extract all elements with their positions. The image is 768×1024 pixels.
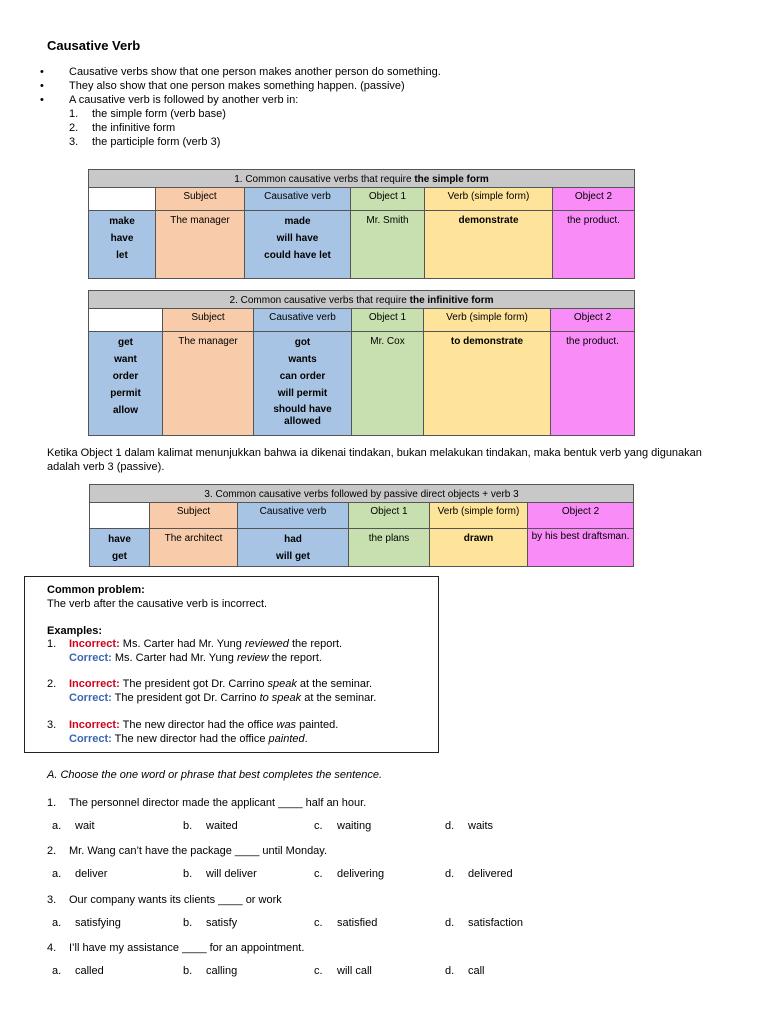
causative-example-cell: got wants can order will permit should have allowed	[254, 332, 352, 436]
object-2-cell: the product.	[553, 211, 635, 279]
header-cell	[90, 503, 150, 529]
problem-heading: Common problem:	[47, 584, 145, 596]
example-correct: Correct: The new director had the office painted.	[69, 733, 308, 745]
causative-example-cell: made will have could have let	[245, 211, 351, 279]
header-verb: Verb (simple form)	[430, 503, 528, 529]
object-2-cell: the product.	[551, 332, 635, 436]
causative-verbs-cell: have get	[90, 529, 150, 567]
form-text: the participle form (verb 3)	[92, 136, 221, 148]
header-subject: Subject	[156, 188, 245, 211]
header-subject: Subject	[163, 309, 254, 332]
header-object-1: Object 1	[352, 309, 424, 332]
bullet-item	[40, 65, 740, 79]
causative-example-cell: had will get	[238, 529, 349, 567]
example-incorrect: 3. Incorrect: The new director had the office was painted.	[47, 719, 339, 731]
header-verb: Verb (simple form)	[425, 188, 553, 211]
form-text: the simple form (verb base)	[92, 108, 226, 120]
infinitive-form-table	[88, 290, 635, 436]
subject-cell: The manager	[156, 211, 245, 279]
header-cell	[89, 309, 163, 332]
passive-form-table	[89, 484, 634, 567]
header-object-1: Object 1	[351, 188, 425, 211]
bullet-item	[40, 79, 740, 93]
verb-cell: drawn	[430, 529, 528, 567]
common-problem-box	[24, 576, 439, 753]
causative-verbs-cell: make have let	[89, 211, 156, 279]
exercise-instruction: A. Choose the one word or phrase that best completes the sentence.	[47, 769, 383, 781]
form-text: the infinitive form	[92, 122, 176, 134]
header-causative-verb: Causative verb	[245, 188, 351, 211]
bullet-text: A causative verb is followed by another verb in:	[69, 94, 299, 106]
bullet-icon: •	[40, 94, 44, 106]
object-1-cell: Mr. Cox	[352, 332, 424, 436]
bullet-icon: •	[40, 80, 44, 92]
header-cell	[89, 188, 156, 211]
header-object-1: Object 1	[349, 503, 430, 529]
table-caption: 3. Common causative verbs followed by passive direct objects + verb 3	[90, 485, 634, 503]
page-title: Causative Verb	[47, 38, 141, 53]
header-object-2: Object 2	[528, 503, 634, 529]
subject-cell: The manager	[163, 332, 254, 436]
bullet-item	[40, 93, 740, 107]
header-causative-verb: Causative verb	[238, 503, 349, 529]
form-item	[40, 107, 740, 121]
object-1-cell: the plans	[349, 529, 430, 567]
problem-description: The verb after the causative verb is incorrect.	[47, 598, 268, 610]
header-object-2: Object 2	[553, 188, 635, 211]
form-number: 3.	[69, 136, 79, 148]
header-object-2: Object 2	[551, 309, 635, 332]
object-1-cell: Mr. Smith	[351, 211, 425, 279]
bullet-icon: •	[40, 66, 44, 78]
header-subject: Subject	[150, 503, 238, 529]
bullet-text: Causative verbs show that one person makes another person do something.	[69, 66, 441, 78]
intro-bullet-list	[40, 65, 740, 149]
example-incorrect: 2. Incorrect: The president got Dr. Carrino speak at the seminar.	[47, 678, 373, 690]
subject-cell: The architect	[150, 529, 238, 567]
causative-verbs-cell: get want order permit allow	[89, 332, 163, 436]
example-correct: Correct: The president got Dr. Carrino to speak at the seminar.	[69, 692, 377, 704]
table-caption: 1. Common causative verbs that require the simple form	[89, 170, 635, 188]
passive-explanation: Ketika Object 1 dalam kalimat menunjukkan bahwa ia dikenai tindakan, bukan melakukan tindakan, maka bentuk verb yang digunakan adalah verb 3 (passive).	[47, 447, 702, 473]
table-caption: 2. Common causative verbs that require the infinitive form	[89, 291, 635, 309]
object-2-cell: by his best draftsman.	[528, 529, 634, 567]
verb-cell: to demonstrate	[424, 332, 551, 436]
header-causative-verb: Causative verb	[254, 309, 352, 332]
simple-form-table	[88, 169, 635, 279]
form-item	[40, 135, 740, 149]
form-item	[40, 121, 740, 135]
header-verb: Verb (simple form)	[424, 309, 551, 332]
form-number: 2.	[69, 122, 79, 134]
example-incorrect: 1. Incorrect: Ms. Carter had Mr. Yung reviewed the report.	[47, 638, 343, 650]
verb-cell: demonstrate	[425, 211, 553, 279]
examples-label: Examples:	[47, 625, 103, 637]
example-correct: Correct: Ms. Carter had Mr. Yung review the report.	[69, 652, 322, 664]
form-number: 1.	[69, 108, 79, 120]
bullet-text: They also show that one person makes something happen. (passive)	[69, 80, 405, 92]
